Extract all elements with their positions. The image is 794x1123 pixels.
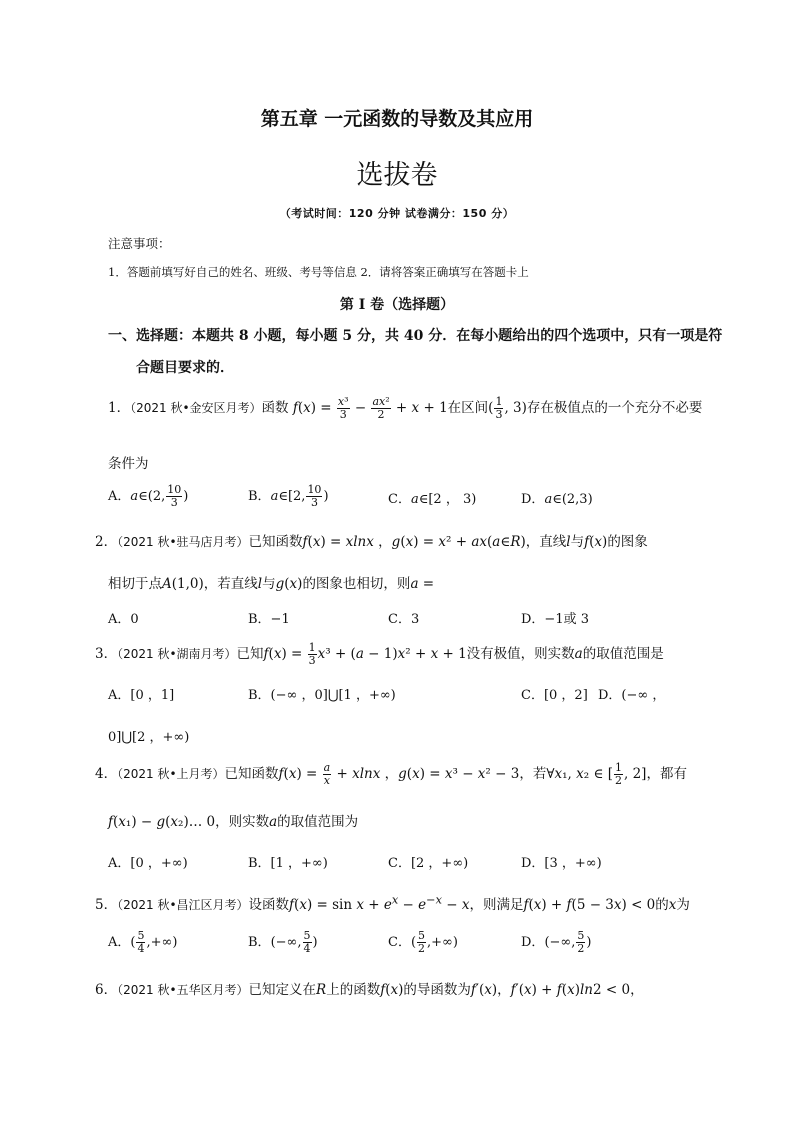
page-subtitle: 选拔卷: [356, 160, 438, 191]
exam-info: （考试时间：120 分钟 试卷满分：150 分）: [279, 207, 515, 220]
question-text: 在区间: [447, 400, 489, 416]
question-text: 函数: [261, 400, 289, 416]
question-1: 1．（2021 秋•金安区月考）函数 f(x) = $\frac{\text{x³}}{3}$ − $\frac{\text{ax²}}{2}$ + x + 1在区间( $\frac{1}{3}$ , 3)存在极值点的一个充分不必要: [108, 395, 703, 421]
option-c: C．( $\frac{5}{2}$ ,+∞): [388, 929, 458, 955]
question-3: 3．（2021 秋•湖南月考）已知f(x) = $\frac{1}{3}$ x³ + (a − 1)x² + x + 1没有极值，则实数a的取值范围是: [95, 641, 664, 667]
question-2-cont: 相切于点A(1,0)，若直线l与g(x)的图象也相切，则a =: [108, 576, 435, 592]
question-4-cont: f(x₁) − g(x₂)… 0，则实数a的取值范围为: [108, 814, 359, 830]
option-a: A．[0 ，1]: [108, 688, 175, 703]
option-b: B．[1 ，+∞): [248, 856, 328, 871]
section-heading: 一、选择题：本题共 8 小题，每小题 5 分，共 40 分．在每小题给出的四个选项中，只有一项是符: [108, 328, 723, 344]
question-number: 1．: [108, 400, 131, 416]
question-2: 2．（2021 秋•驻马店月考）已知函数f(x) = xlnx ，g(x) = x² + ax(a∈R)，直线l与f(x)的图象: [95, 534, 648, 550]
option-d-cont: 0]⋃[2 ，+∞): [108, 730, 190, 745]
question-6: 6．（2021 秋•五华区月考）已知定义在R上的函数f(x)的导函数为f′(x)，f′(x) + f(x)ln2 < 0，: [95, 982, 644, 998]
question-4: 4．（2021 秋•上月考）已知函数f(x) = $\frac{a}{x}$ + xlnx ，g(x) = x³ − x² − 3，若∀x₁, x₂ ∈ [ $\frac{1}{2}$ , 2]，都有: [95, 761, 687, 787]
option-d: D．−1或 3: [521, 612, 589, 627]
option-c: C．[0 ，2]: [521, 688, 588, 703]
option-c: C．3: [388, 612, 420, 627]
question-text: 存在极值点的一个充分不必要: [526, 400, 703, 416]
option-d: D．[3 ，+∞): [521, 856, 602, 871]
notice-text: 1．答题前填写好自己的姓名、班级、考号等信息 2．请将答案正确填写在答题卡上: [108, 265, 529, 279]
option-a: A．a∈(2, $\frac{10}{3}$ ): [108, 483, 189, 509]
notice-heading: 注意事项：: [108, 236, 171, 251]
option-d: D．a∈(2,3): [521, 492, 593, 507]
question-5: 5．（2021 秋•昌江区月考）设函数$f(x) = \sin x + e^x - e^{-x} - x$，则满足f(x) + f(5 − 3x) < 0的x为: [95, 893, 690, 913]
question-source: （2021 秋•金安区月考）: [130, 401, 262, 415]
option-a: A．( $\frac{5}{4}$ ,+∞): [108, 929, 178, 955]
option-b: B．a∈[2, $\frac{10}{3}$ ): [248, 483, 329, 509]
option-c: C．[2 ，+∞): [388, 856, 469, 871]
option-c: C．a∈[2 ， 3): [388, 492, 477, 507]
volume-title: 第 I 卷（选择题）: [339, 297, 455, 313]
option-d: D．(−∞, $\frac{5}{2}$ ): [521, 929, 592, 955]
option-d: D．(−∞ ，: [598, 688, 666, 703]
option-b: B．(−∞ ，0]⋃[1 ，+∞): [248, 688, 396, 703]
option-a: A．0: [108, 612, 139, 627]
option-b: B．−1: [248, 612, 290, 627]
option-b: B．(−∞, $\frac{5}{4}$ ): [248, 929, 318, 955]
option-a: A．[0 ，+∞): [108, 856, 188, 871]
section-heading-cont: 合题目要求的．: [136, 360, 234, 376]
question-1-cont: 条件为: [108, 456, 149, 472]
page-title: 第五章 一元函数的导数及其应用: [260, 108, 534, 130]
